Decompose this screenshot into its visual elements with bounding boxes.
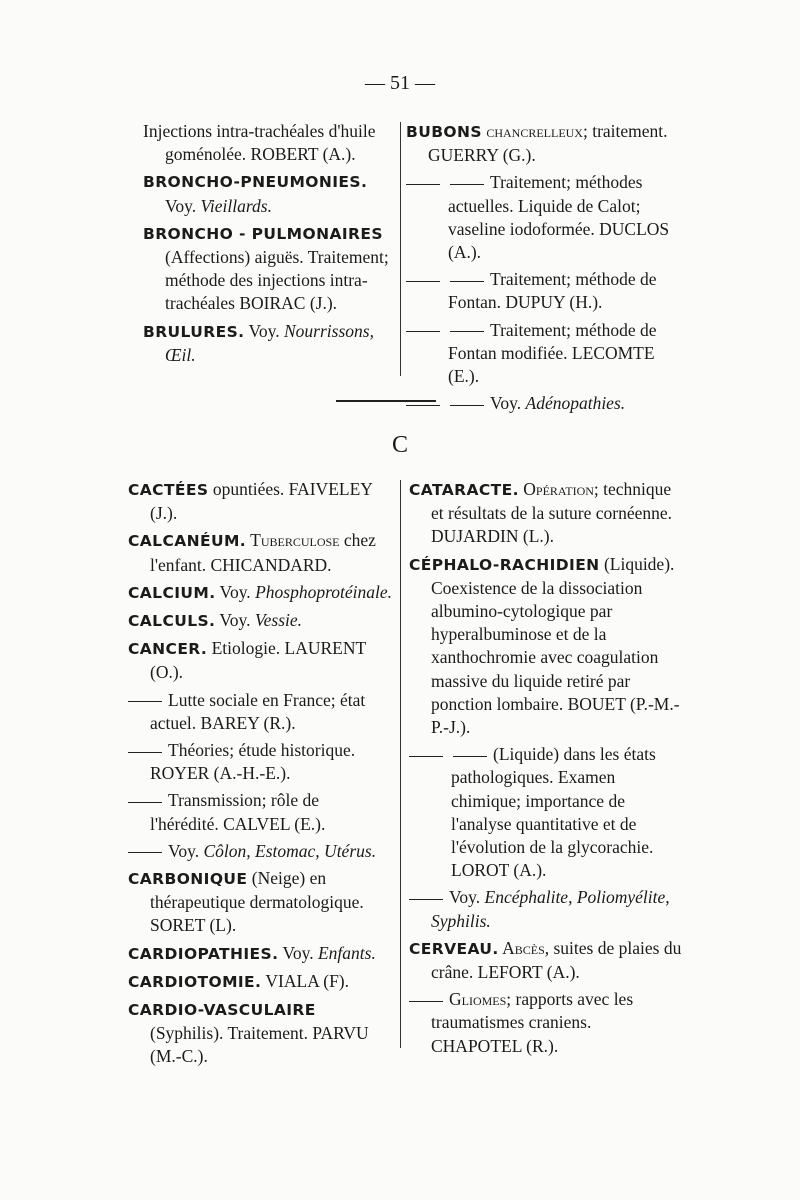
dash-mark — [406, 184, 440, 185]
entry-smallcaps: Tuberculose — [246, 530, 340, 551]
index-entry — [143, 222, 393, 316]
index-entry — [406, 319, 674, 389]
entry-headword: CARBONIQUE — [128, 870, 248, 889]
index-entry — [128, 998, 392, 1069]
index-entry — [406, 392, 674, 415]
entry-reference: Vieillards. — [200, 195, 272, 216]
index-entry — [143, 120, 393, 166]
entry-text: traitement. GUERRY (G.). — [428, 121, 668, 166]
entry-text: Voy. — [215, 610, 255, 631]
dash-mark — [453, 756, 487, 757]
dash-mark — [406, 331, 440, 332]
entry-text: (Syphilis). Traitement. PARVU (M.-C.). — [150, 1023, 369, 1067]
entry-text: chez l'enfant. CHICANDARD. — [150, 530, 376, 575]
index-entry — [409, 743, 685, 882]
dash-mark — [450, 184, 484, 185]
entry-headword: CALCULS. — [128, 612, 216, 631]
bottom-right-column — [409, 478, 685, 1062]
index-entry — [143, 170, 393, 217]
dash-mark — [128, 852, 162, 853]
entry-headword: CARDIOTOMIE. — [128, 972, 262, 991]
dash-mark — [409, 1001, 443, 1002]
index-entry — [128, 942, 392, 966]
index-entry — [128, 637, 392, 684]
entry-reference: Enfants. — [317, 942, 376, 963]
entry-reference: Encéphalite, Poliomyélite, Syphilis. — [431, 887, 670, 931]
entry-headword: CATARACTE. — [409, 481, 519, 499]
index-entry — [128, 970, 392, 994]
index-entry — [128, 739, 392, 785]
dash-mark — [128, 701, 162, 702]
entry-text: VIALA (F). — [261, 970, 350, 991]
index-entry — [128, 581, 392, 605]
entry-text: Traitement; méthode de Fontan. DUPUY (H.). — [448, 269, 657, 313]
entry-reference: Côlon, Estomac, Utérus. — [203, 840, 377, 861]
entry-text: Transmission; rôle de l'hérédité. CALVEL (E.). — [150, 790, 326, 834]
entry-text: rapports avec les traumatismes craniens. CHAPOTEL (R.). — [431, 989, 634, 1056]
dash-mark — [128, 752, 162, 753]
top-left-column — [143, 120, 393, 371]
entry-headword: CALCANÉUM. — [128, 532, 247, 551]
entry-text: technique et résultats de la suture cornéenne. DUJARDIN (L.). — [431, 479, 673, 547]
index-entry — [128, 529, 392, 576]
entry-smallcaps: Gliomes; — [449, 989, 512, 1010]
page-number: — 51 — — [365, 72, 435, 94]
entry-headword: CACTÉES — [128, 481, 209, 499]
entry-text: Voy. — [165, 195, 201, 216]
index-entry — [128, 478, 392, 525]
dash-mark — [409, 899, 443, 900]
entry-text: Voy. — [278, 942, 318, 963]
entry-text: Traitement; méthodes actuelles. Liquide de Calot; vaseline iodoformée. DUCLOS (A.). — [448, 172, 670, 263]
index-entry — [409, 988, 685, 1058]
entry-smallcaps: Opération; — [518, 479, 599, 499]
entry-headword: CANCER. — [128, 640, 208, 659]
dash-mark — [450, 281, 484, 282]
entry-headword: BRONCHO-PNEUMONIES. — [143, 173, 368, 192]
index-entry — [128, 840, 392, 863]
dash-mark — [450, 405, 484, 406]
entry-text: Théories; étude historique. ROYER (A.-H.-E.). — [150, 740, 356, 784]
index-entry — [128, 867, 392, 938]
index-entry — [409, 478, 685, 549]
entry-smallcaps: chancrelleux; — [481, 121, 588, 141]
dash-mark — [450, 331, 484, 332]
index-entry — [128, 689, 392, 735]
entry-headword: BUBONS — [406, 123, 482, 141]
dash-mark — [409, 756, 443, 757]
dash-mark — [406, 405, 440, 406]
index-entry — [128, 789, 392, 835]
entry-text: Lutte sociale en France; état actuel. BAREY (R.). — [150, 689, 366, 733]
entry-text: (Neige) en thérapeutique dermatologique. SORET (L). — [150, 868, 364, 936]
entry-headword: CERVEAU. — [409, 939, 499, 958]
top-right-column — [406, 120, 674, 419]
entry-smallcaps: Abcès, — [498, 937, 550, 958]
index-entry — [406, 171, 674, 264]
section-divider — [336, 400, 436, 402]
entry-text: Injections intra-trachéales d'huile goménolée. ROBERT (A.). — [143, 121, 376, 165]
entry-reference: Phosphoprotéinale. — [255, 581, 392, 602]
dash-mark — [406, 281, 440, 282]
entry-text: Voy. — [449, 887, 485, 908]
entry-text: (Liquide). Coexistence de la dissociation albumino-cytologique par hyperalbuminose et de la xanthochromie avec coagulation massive du liquide retiré par ponction lombaire. BOUET (P.-M.-P.-J.). — [431, 553, 680, 738]
index-entry — [409, 553, 685, 740]
index-entry — [409, 937, 685, 984]
index-entry — [406, 120, 674, 167]
entry-text: Voy. — [244, 320, 284, 341]
index-entry — [406, 268, 674, 314]
index-entry — [128, 609, 392, 633]
column-divider-top — [400, 122, 401, 376]
entry-text: Voy. — [490, 393, 526, 414]
entry-text: (Affections) aiguës. Traitement; méthode des injections intra-trachéales BOIRAC (J.). — [165, 247, 389, 314]
entry-text: (Liquide) dans les états pathologiques. Examen chimique; importance de l'analyse quantitative et de l'évolution de la glycorachie. LOROT (A.). — [451, 744, 656, 881]
entry-headword: CARDIO-VASCULAIRE — [128, 1001, 316, 1020]
entry-headword: CÉPHALO-RACHIDIEN — [409, 555, 600, 574]
entry-text: Traitement; méthode de Fontan modifiée. LECOMTE (E.). — [448, 319, 657, 387]
column-divider-bottom — [400, 480, 401, 1048]
entry-text: opuntiées. FAIVELEY (J.). — [150, 479, 373, 524]
index-entry — [409, 886, 685, 932]
entry-text: Etiologie. LAURENT (O.). — [150, 638, 366, 683]
entry-reference: Vessie. — [254, 610, 303, 631]
entry-headword: CARDIOPATHIES. — [128, 944, 279, 963]
index-entry — [143, 320, 393, 367]
entry-reference: Nourrissons, Œil. — [165, 320, 374, 365]
bottom-left-column — [128, 478, 392, 1073]
entry-reference: Adénopathies. — [525, 393, 626, 414]
dash-mark — [128, 802, 162, 803]
section-letter: C — [391, 432, 408, 458]
entry-text: Voy. — [215, 581, 256, 602]
entry-headword: BRONCHO - PULMONAIRES — [143, 224, 383, 243]
entry-headword: BRULURES. — [143, 322, 245, 341]
entry-text: Voy. — [168, 840, 204, 861]
entry-headword: CALCIUM. — [128, 583, 216, 602]
entry-text: suites de plaies du crâne. LEFORT (A.). — [431, 937, 682, 983]
